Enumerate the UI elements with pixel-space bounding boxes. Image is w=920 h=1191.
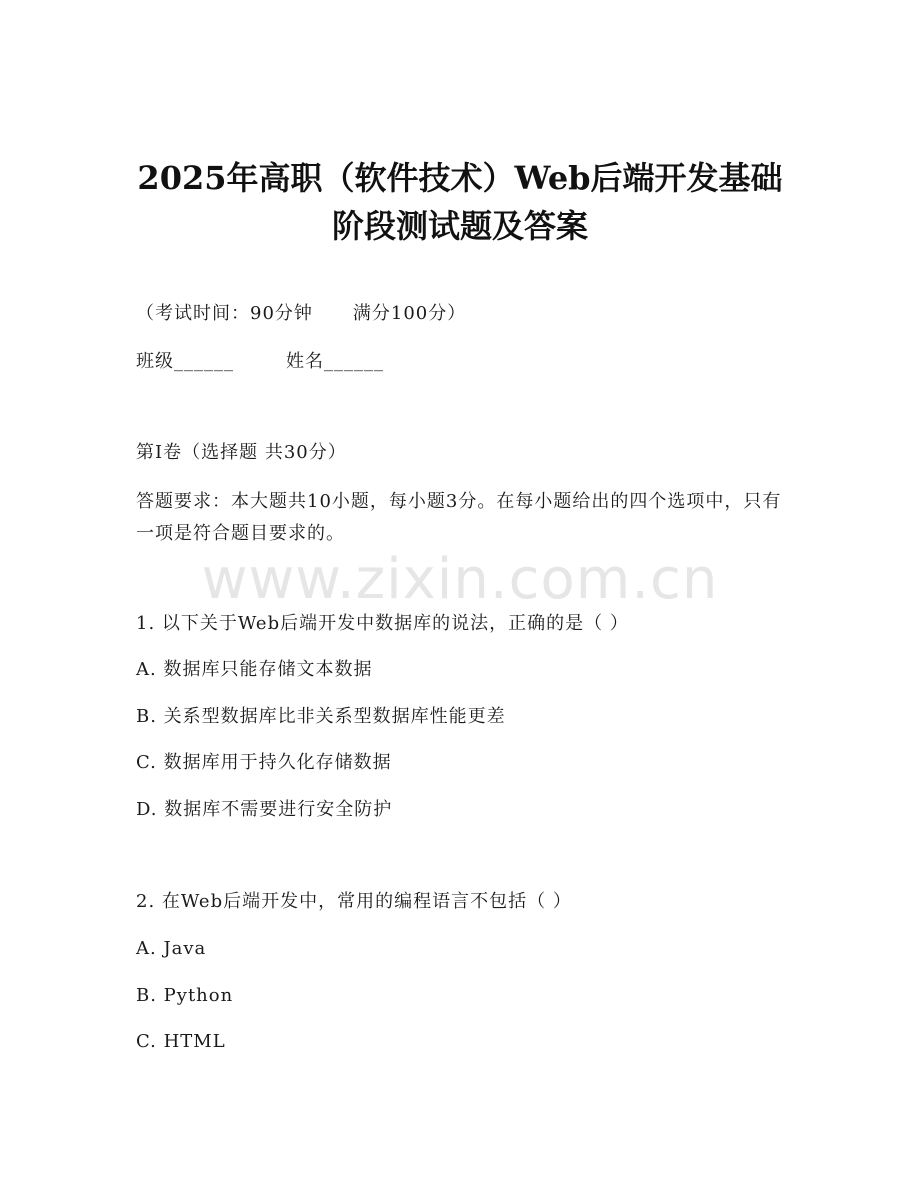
question-1-stem: 1. 以下关于Web后端开发中数据库的说法，正确的是（ ） <box>136 613 629 634</box>
class-field: 班级______ <box>136 351 234 372</box>
name-field: 姓名______ <box>286 351 384 372</box>
question-2-option-b: B. Python <box>136 985 234 1006</box>
question-2-stem: 2. 在Web后端开发中，常用的编程语言不包括（ ） <box>136 891 572 912</box>
question-1-option-d: D. 数据库不需要进行安全防护 <box>136 799 393 820</box>
question-1-option-c: C. 数据库用于持久化存储数据 <box>136 752 392 773</box>
question-2-option-a: A. Java <box>136 938 207 959</box>
question-1-option-b: B. 关系型数据库比非关系型数据库性能更差 <box>136 706 506 727</box>
document-title-line-1: 2025年高职（软件技术）Web后端开发基础 <box>137 159 783 197</box>
question-1-option-a: A. 数据库只能存储文本数据 <box>136 659 373 680</box>
full-score: 满分100分） <box>352 303 467 324</box>
instructions: 答题要求：本大题共10小题，每小题3分。在每小题给出的四个选项中，只有一项是符合题目要求的。 <box>136 491 782 544</box>
question-2-option-c: C. HTML <box>136 1031 226 1052</box>
exam-info <box>136 300 466 328</box>
student-info <box>136 348 384 376</box>
document-title-line-2: 阶段测试题及答案 <box>331 207 588 245</box>
section-heading: 第I卷（选择题 共30分） <box>136 442 347 463</box>
exam-time: （考试时间：90分钟 <box>136 303 313 324</box>
watermark: www.zixin.com.cn <box>201 547 719 612</box>
